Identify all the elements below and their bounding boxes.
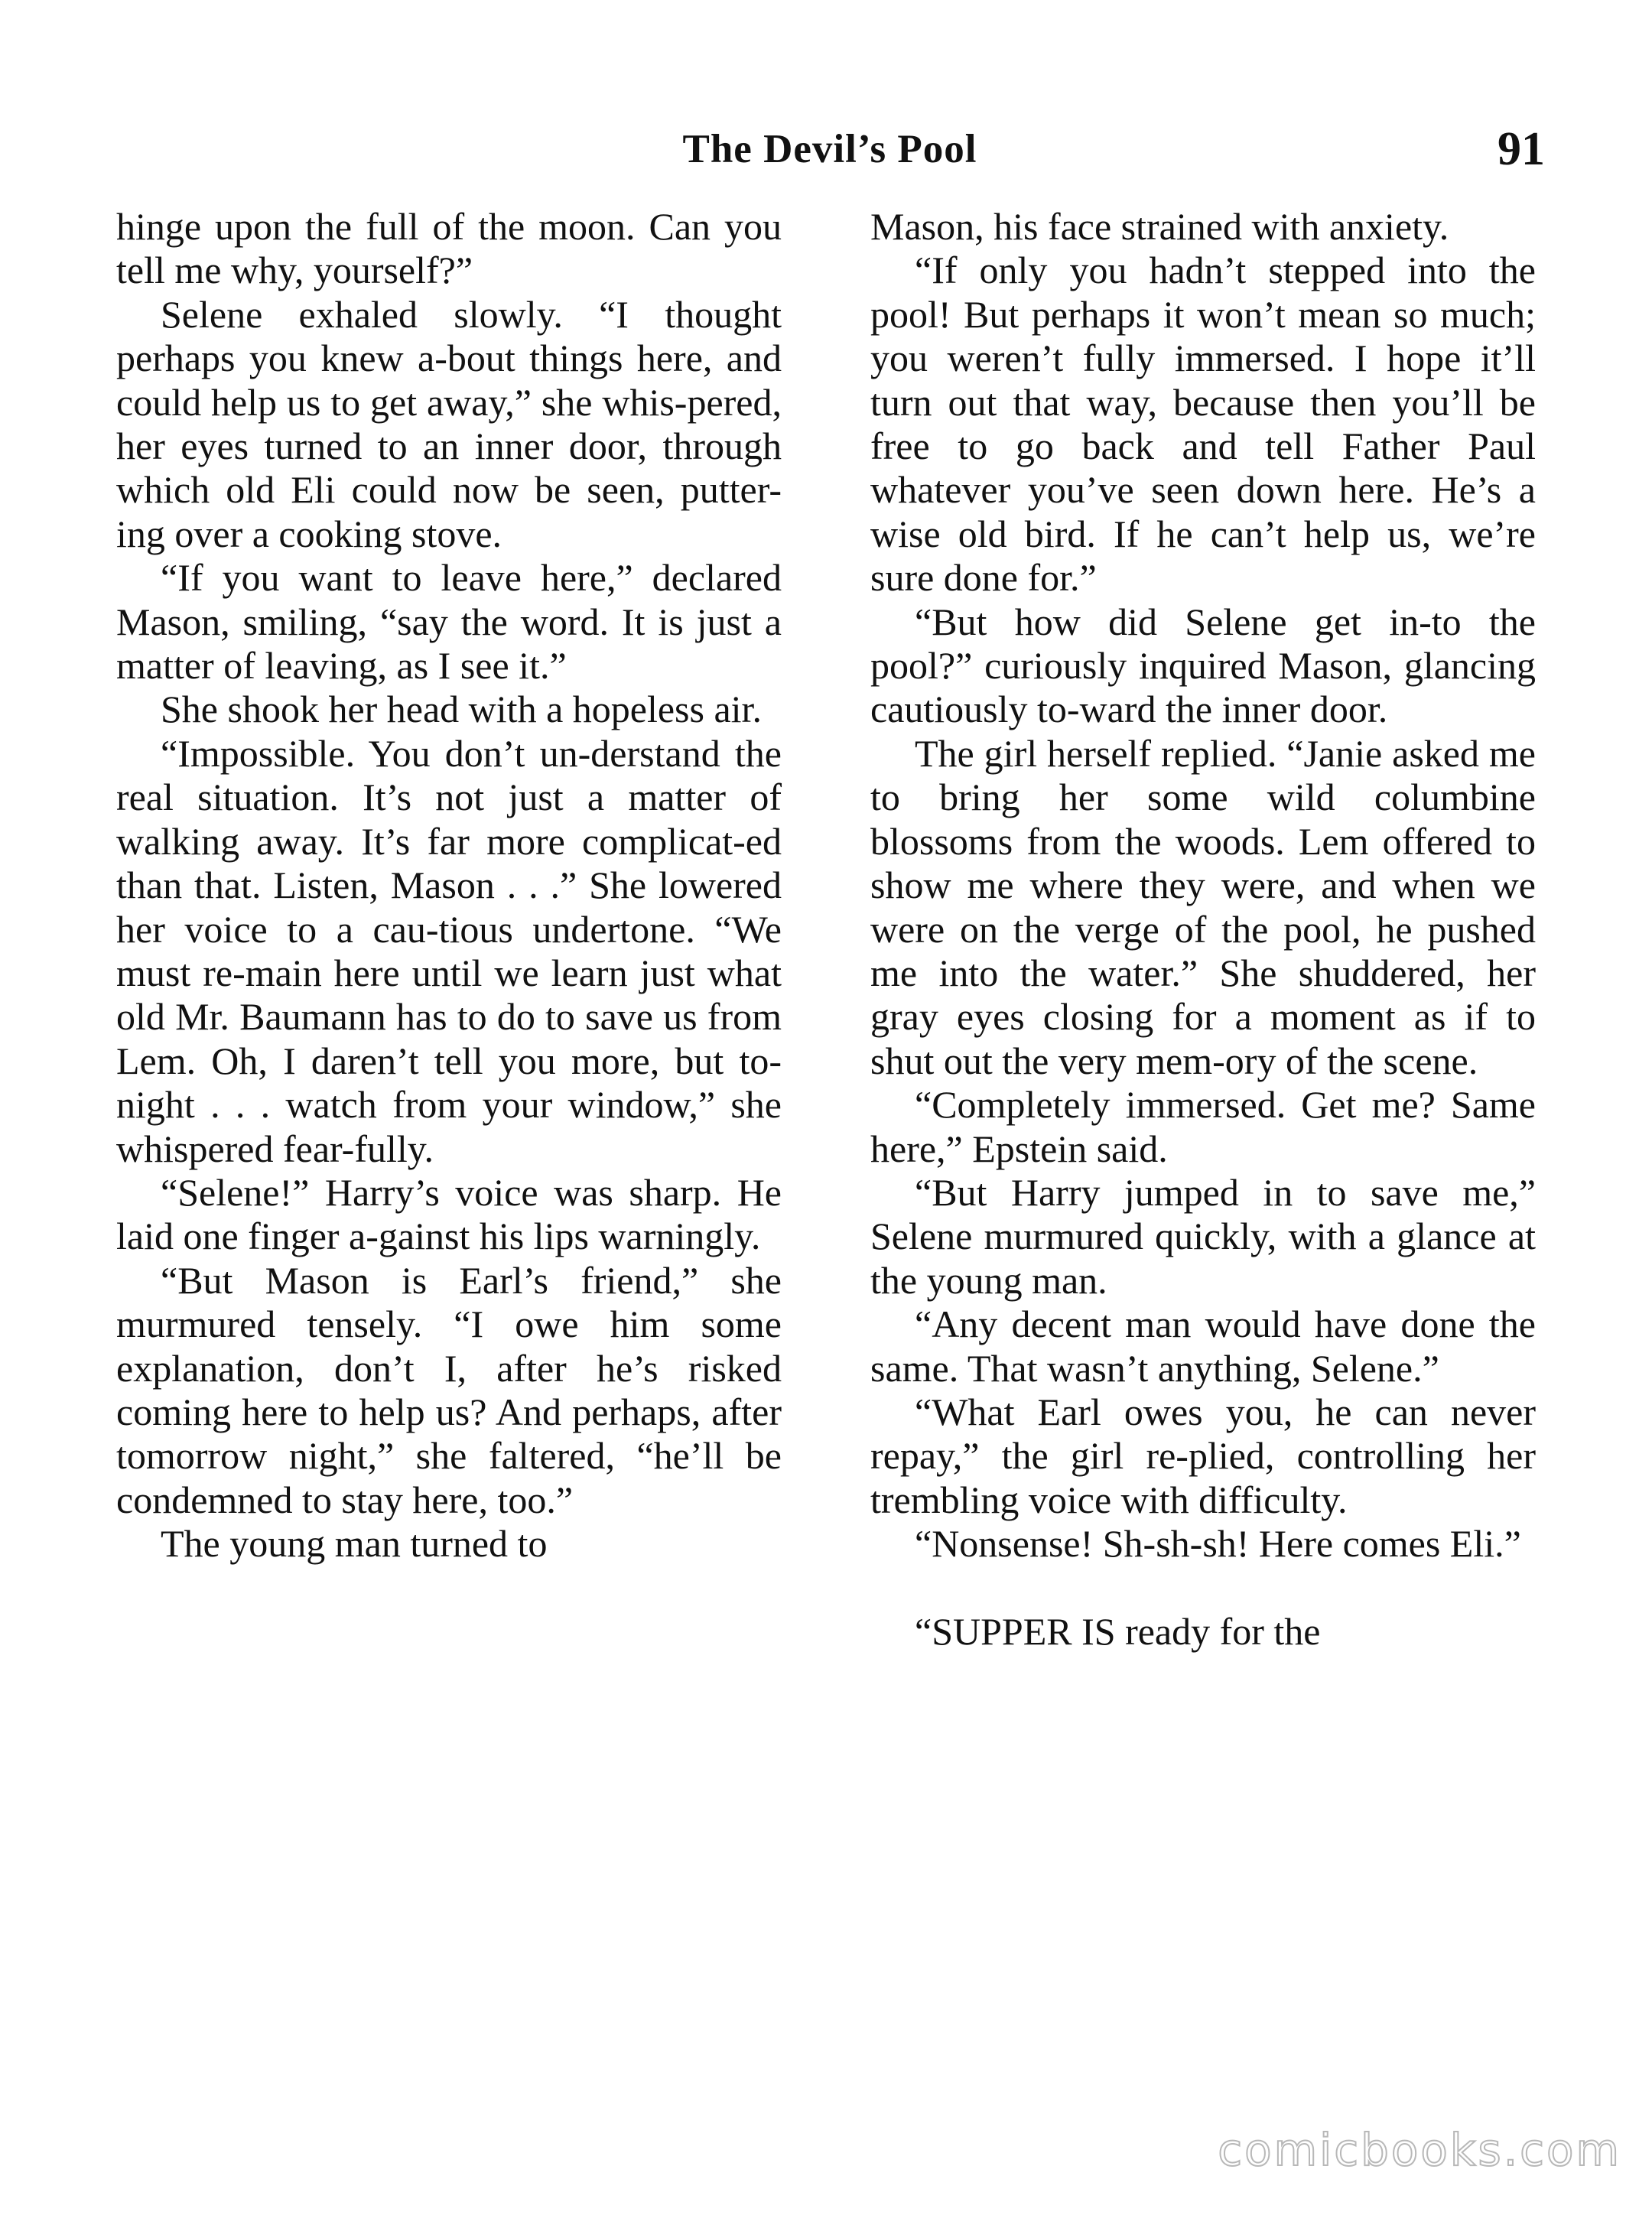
- paragraph: “What Earl owes you, he can never repay,” the girl re-plied, controlling her trembling voice with difficulty.: [870, 1390, 1536, 1521]
- paragraph: “Completely immersed. Get me? Same here,” Epstein said.: [870, 1083, 1536, 1170]
- paragraph: The girl herself replied. “Janie asked me to bring her some wild columbine blossoms from the woods. Lem offered to show me where they were, and when we were on the verge of the pool, he pushed me into the water.” She shuddered, her gray eyes closing for a moment as if to shut out the very mem-ory of the scene.: [870, 731, 1536, 1082]
- paragraph: hinge upon the full of the moon. Can you tell me why, yourself?”: [116, 205, 782, 292]
- page-number: 91: [1498, 123, 1545, 175]
- paragraph: “Selene!” Harry’s voice was sharp. He laid one finger a-gainst his lips warningly.: [116, 1170, 782, 1258]
- paragraph: The young man turned to: [161, 1522, 548, 1566]
- paragraph: “If you want to leave here,” declared Mason, smiling, “say the word. It is just a matter of leaving, as I see it.”: [116, 556, 782, 688]
- paragraph: “But Mason is Earl’s friend,” she murmured tensely. “I owe him some explanation, don’t I, after he’s risked coming here to help us? And perhaps, after tomorrow night,” she faltered, “he’ll be condemned to stay here, too.”: [116, 1258, 782, 1521]
- section-break: [870, 1566, 1536, 1610]
- watermark: comicbooks.com: [1218, 2124, 1621, 2176]
- paragraph: “Impossible. You don’t un-derstand the real situation. It’s not just a matter of walking away. It’s far more complicat-ed than that. Listen, Mason . . .” She lowered her voice to a cau-tious undertone. “We must re-main here until we learn just what old Mr. Baumann has to do to save us from Lem. Oh, I daren’t tell you more, but to-night . . . watch from your window,” she whispered fear-fully.: [116, 731, 782, 1170]
- left-column: [116, 205, 782, 1566]
- paragraph: “SUPPER IS ready for the: [915, 1609, 1321, 1653]
- paragraph: “Any decent man would have done the same. That wasn’t anything, Selene.”: [870, 1303, 1536, 1390]
- paragraph: Mason, his face strained with anxiety.: [870, 205, 1449, 248]
- page-header: [115, 122, 1545, 176]
- paragraph: “But Harry jumped in to save me,” Selene murmured quickly, with a glance at the young man.: [870, 1170, 1536, 1302]
- paragraph: She shook her head with a hopeless air.: [161, 688, 762, 731]
- paragraph: “Nonsense! Sh-sh-sh! Here comes Eli.”: [915, 1522, 1521, 1566]
- paragraph: “But how did Selene get in-to the pool?” curiously inquired Mason, glancing cautiously to-ward the inner door.: [870, 600, 1536, 731]
- paragraph: “If only you hadn’t stepped into the pool! But perhaps it won’t mean so much; you weren’t fully immersed. I hope it’ll turn out that way, because then you’ll be free to go back and tell Father Paul whatever you’ve seen down here. He’s a wise old bird. If he can’t help us, we’re sure done for.”: [870, 249, 1536, 600]
- right-column: [870, 205, 1536, 1654]
- paragraph: Selene exhaled slowly. “I thought perhaps you knew a-bout things here, and could help us to get away,” she whis-pered, her eyes turned to an inner door, through which old Eli could now be seen, putter-ing over a cooking stove.: [116, 292, 782, 555]
- running-title: The Devil’s Pool: [682, 127, 977, 171]
